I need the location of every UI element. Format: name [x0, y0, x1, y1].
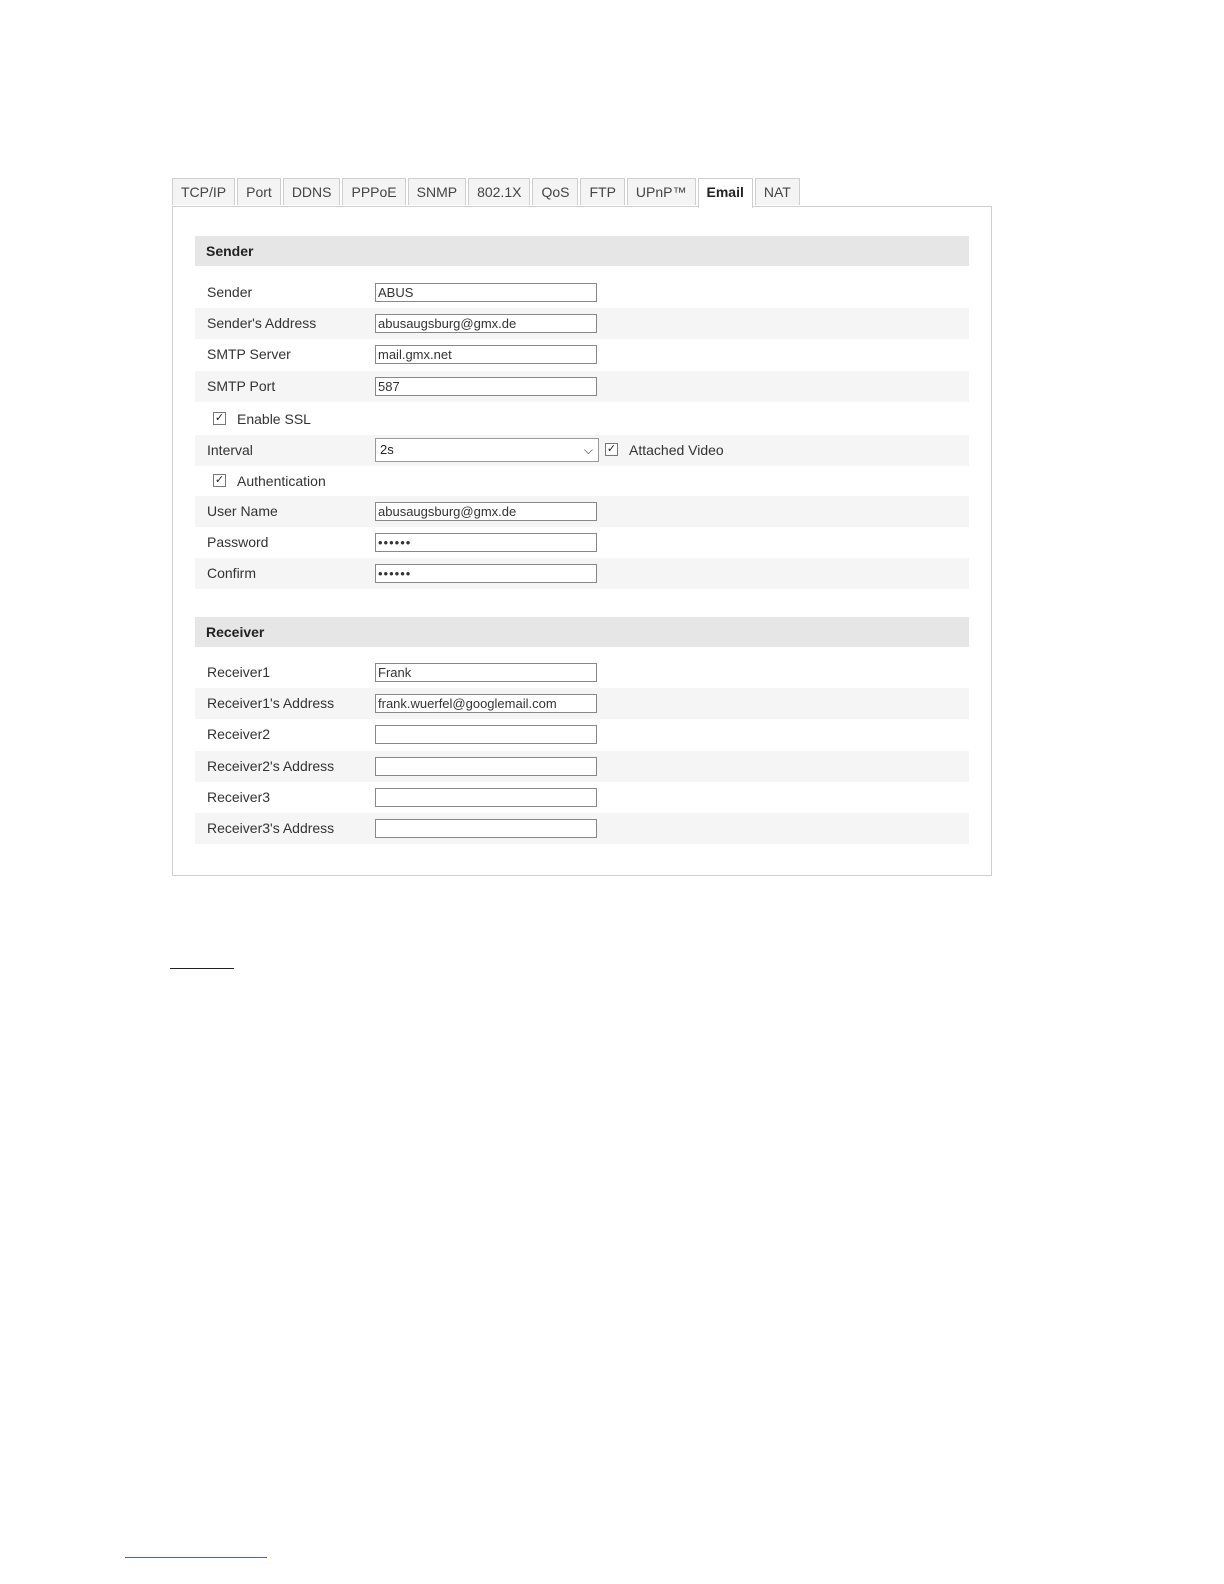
sender-address-row — [195, 308, 969, 339]
receiver3-label: Receiver3 — [207, 789, 271, 805]
password-input[interactable] — [375, 533, 597, 552]
receiver3-address-row — [195, 813, 969, 844]
interval-row — [195, 435, 969, 466]
receiver2-address-input[interactable] — [375, 757, 597, 776]
username-input[interactable] — [375, 502, 597, 521]
tab-pppoe[interactable]: PPPoE — [342, 178, 405, 205]
receiver1-label: Receiver1 — [207, 664, 271, 680]
sender-input[interactable] — [375, 283, 597, 302]
authentication-row — [195, 466, 969, 497]
interval-selected-value: 2s — [380, 442, 394, 457]
receiver1-address-label: Receiver1's Address — [207, 695, 335, 711]
authentication-label: Authentication — [237, 473, 326, 489]
tab-8021x[interactable]: 802.1X — [468, 178, 530, 205]
authentication-checkbox[interactable]: ✓ — [214, 474, 225, 486]
receiver3-address-input[interactable] — [375, 819, 597, 838]
password-row — [195, 527, 969, 558]
sender-section-heading: Sender — [195, 236, 969, 266]
chevron-down-icon: ⌵ — [583, 443, 593, 457]
tab-upnp[interactable]: UPnP™ — [627, 178, 696, 205]
password-label: Password — [207, 534, 269, 550]
sender-label: Sender — [207, 284, 253, 300]
smtp-server-label: SMTP Server — [207, 346, 291, 362]
interval-label: Interval — [207, 442, 253, 458]
tab-email[interactable]: Email — [698, 178, 753, 208]
receiver1-input[interactable] — [375, 663, 597, 682]
email-settings-panel — [172, 206, 992, 876]
enable-ssl-row — [195, 404, 969, 435]
attached-video-checkbox[interactable]: ✓ — [606, 443, 617, 455]
username-label: User Name — [207, 503, 278, 519]
footer-link-underline — [125, 1557, 267, 1558]
enable-ssl-checkbox[interactable]: ✓ — [214, 412, 225, 424]
sender-address-input[interactable] — [375, 314, 597, 333]
receiver3-input[interactable] — [375, 788, 597, 807]
receiver2-row — [195, 719, 969, 750]
receiver1-row — [195, 657, 969, 688]
tab-port[interactable]: Port — [237, 178, 281, 205]
tab-qos[interactable]: QoS — [532, 178, 578, 205]
interval-select[interactable] — [375, 438, 599, 462]
tab-ftp[interactable]: FTP — [580, 178, 624, 205]
receiver1-address-row — [195, 688, 969, 719]
receiver2-address-label: Receiver2's Address — [207, 758, 335, 774]
tab-bar — [172, 178, 802, 207]
underline-divider — [170, 968, 234, 969]
receiver1-address-input[interactable] — [375, 694, 597, 713]
receiver2-input[interactable] — [375, 725, 597, 744]
enable-ssl-label: Enable SSL — [237, 411, 311, 427]
tab-ddns[interactable]: DDNS — [283, 178, 341, 205]
tab-snmp[interactable]: SNMP — [408, 178, 466, 205]
sender-row — [195, 277, 969, 308]
confirm-password-input[interactable] — [375, 564, 597, 583]
receiver-section-heading: Receiver — [195, 617, 969, 647]
smtp-server-row — [195, 339, 969, 370]
tab-nat[interactable]: NAT — [755, 178, 800, 205]
smtp-server-input[interactable] — [375, 345, 597, 364]
sender-address-label: Sender's Address — [207, 315, 317, 331]
username-row — [195, 496, 969, 527]
attached-video-label: Attached Video — [629, 442, 724, 458]
receiver3-address-label: Receiver3's Address — [207, 820, 335, 836]
tab-tcpip[interactable]: TCP/IP — [172, 178, 235, 205]
smtp-port-row — [195, 371, 969, 402]
smtp-port-label: SMTP Port — [207, 378, 276, 394]
confirm-label: Confirm — [207, 565, 257, 581]
receiver3-row — [195, 782, 969, 813]
receiver2-address-row — [195, 751, 969, 782]
receiver2-label: Receiver2 — [207, 726, 271, 742]
confirm-row — [195, 558, 969, 589]
smtp-port-input[interactable] — [375, 377, 597, 396]
